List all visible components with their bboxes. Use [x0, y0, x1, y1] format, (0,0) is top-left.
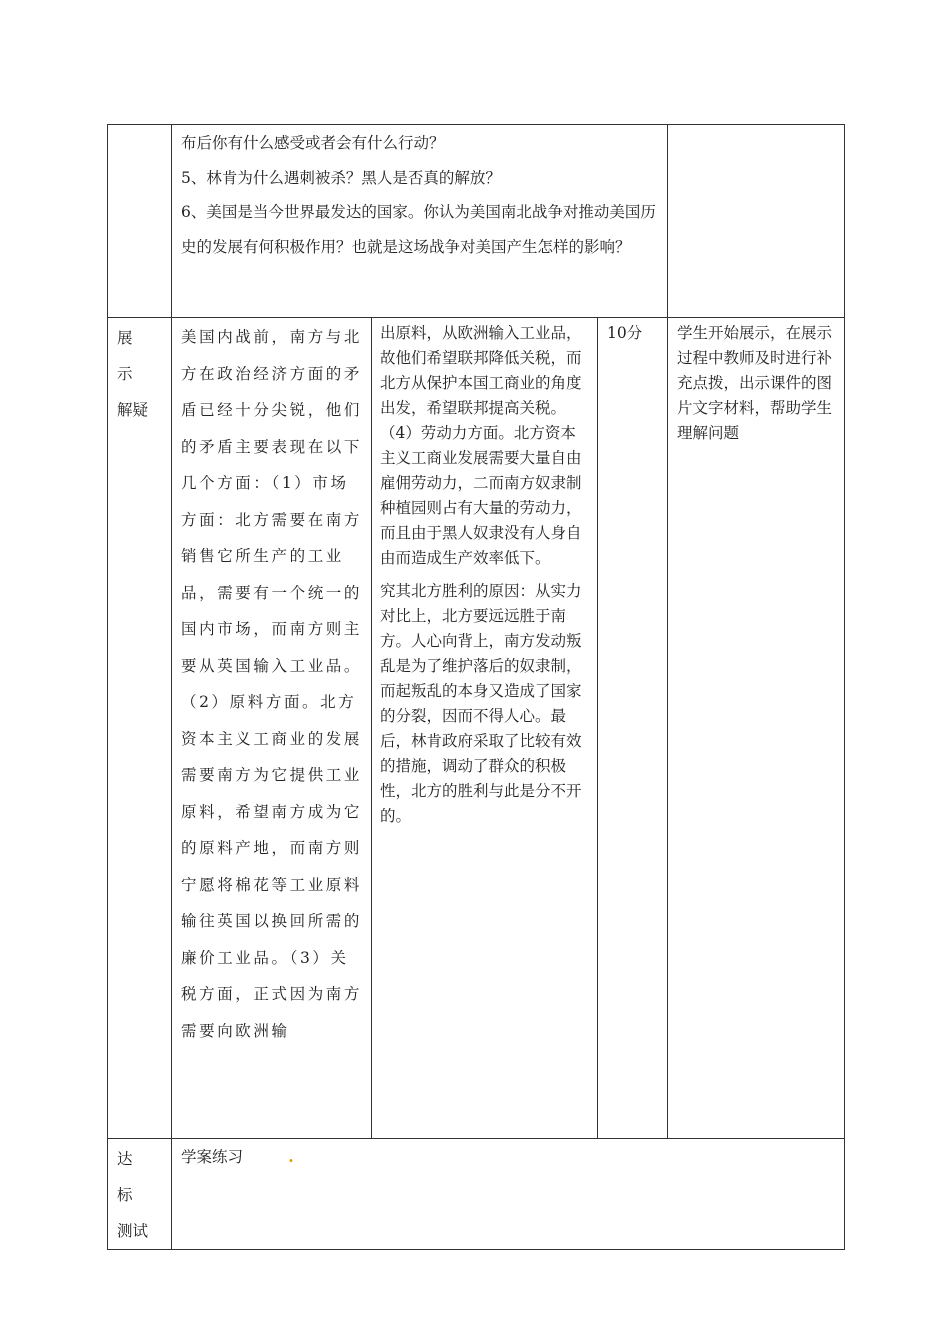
analysis-cell-left: [172, 318, 372, 1139]
section-label-test: 测试: [117, 1222, 149, 1240]
questions-row: [108, 125, 845, 318]
time-cell: [598, 318, 668, 1139]
time-value: 10分: [607, 324, 643, 342]
teacher-note-text: 学生开始展示，在展示过程中教师及时进行补充点拨，出示课件的图片文字材料，帮助学生理解问题: [677, 324, 833, 442]
question-6: 6、美国是当今世界最发达的国家。你认为美国南北战争对推动美国历史的发展有何积极作用？也就是这场战争对美国产生怎样的影响？: [181, 203, 656, 256]
teacher-note-cell: [668, 318, 845, 1139]
section-label-show: 展示: [117, 329, 147, 383]
show-row-label-cell: [108, 318, 172, 1139]
analysis-text-left: 美国内战前，南方与北方在政治经济方面的矛盾已经十分尖锐，他们的矛盾主要表现在以下几个方面：（1）市场方面：北方需要在南方销售它所生产的工业品，需要有一个统一的国内市场，而南方则主要从英国输入工业品。（2）原料方面。北方资本主义工商业的发展需要南方为它提供工业原料，希望南方成为它的原料产地，而南方则宁愿将棉花等工业原料输往英国以换回所需的廉价工业品。（3）关税方面，正式因为南方需要向欧洲输: [181, 328, 363, 1040]
analysis-cell-right: [372, 318, 598, 1139]
question-5: 5、林肯为什么遇刺被杀？黑人是否真的解放？: [181, 168, 501, 187]
question-line-1: 布后你有什么感受或者会有什么行动？: [181, 134, 445, 152]
show-row: [108, 318, 845, 1139]
analysis-text-right-2: 究其北方胜利的原因：从实力对比上，北方要远远胜于南方。人心向背上，南方发动叛乱是为了维护落后的奴隶制，而起叛乱的本身又造成了国家的分裂，因而不得人心。最后，林肯政府采取了比较有效的措施，调动了群众的积极性，北方的胜利与此是分不开的。: [380, 582, 582, 825]
lesson-plan-table: [107, 124, 845, 1250]
questions-row-note-cell: [668, 125, 845, 318]
test-row-label-cell: [108, 1139, 172, 1250]
questions-cell: [172, 125, 668, 318]
analysis-text-right-1: 出原料，从欧洲输入工业品，故他们希望联邦降低关税，而北方从保护本国工商业的角度出发，希望联邦提高关税。（4）劳动力方面。北方资本主义工商业发展需要大量自由雇佣劳动力，二而南方奴隶制种植园则占有大量的劳动力，而且由于黑人奴隶没有人身自由而造成生产效率低下。: [380, 324, 582, 567]
dot-mark-icon: .: [288, 1147, 294, 1166]
test-row: [108, 1139, 845, 1250]
section-label-reach: 达标: [117, 1150, 147, 1204]
section-label-doubt: 解疑: [117, 401, 149, 419]
test-content-text: 学案练习: [181, 1148, 244, 1166]
test-content-cell: [172, 1139, 845, 1250]
questions-row-label-cell: [108, 125, 172, 318]
